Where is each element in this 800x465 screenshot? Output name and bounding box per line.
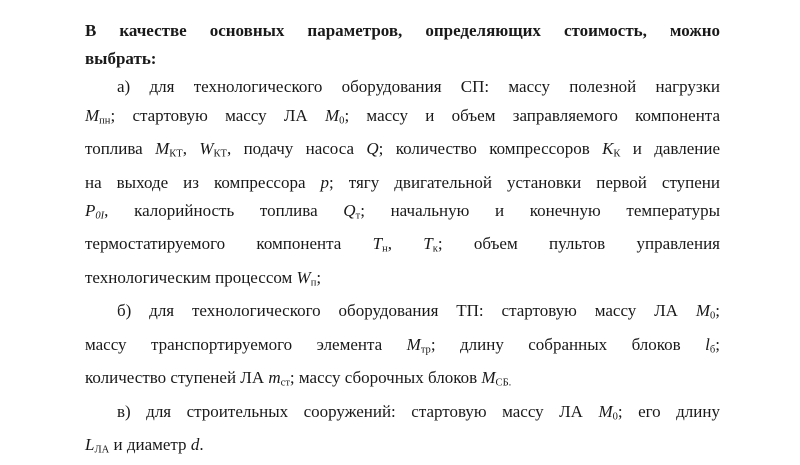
variable-symbol: d bbox=[190, 435, 200, 455]
variable-symbol: К bbox=[602, 139, 614, 159]
subscript: 0 bbox=[612, 411, 618, 423]
subscript: к bbox=[432, 243, 438, 255]
text-run: ; стартовую массу ЛА bbox=[110, 105, 325, 125]
text-run: выбрать: bbox=[85, 49, 157, 69]
text-line bbox=[85, 169, 720, 197]
text-run: , bbox=[387, 234, 424, 254]
text-run: , калорийность топлива bbox=[104, 200, 344, 220]
text-line bbox=[85, 102, 720, 136]
subscript: ЛА bbox=[94, 444, 110, 456]
text-run: массу транспортируемого элемента bbox=[85, 334, 407, 354]
subscript: 0 bbox=[710, 310, 716, 322]
text-line bbox=[85, 45, 720, 73]
text-run: . bbox=[199, 435, 204, 455]
variable-symbol: М bbox=[155, 139, 170, 159]
subscript: 0 bbox=[339, 114, 345, 126]
text-run: ; начальную и конечную температуры bbox=[360, 200, 720, 220]
text-run: и диаметр bbox=[109, 435, 191, 455]
text-line bbox=[85, 135, 720, 169]
text-run: на выходе из компрессора bbox=[85, 172, 321, 192]
subscript: н bbox=[382, 243, 388, 255]
text-line bbox=[85, 17, 720, 45]
text-run: ; массу сборочных блоков bbox=[289, 368, 482, 388]
subscript: СБ. bbox=[495, 377, 512, 389]
variable-symbol: М bbox=[695, 301, 710, 321]
variable-symbol: W bbox=[296, 267, 311, 287]
text-run: В качестве основных параметров, определяющих стоимость, можно bbox=[85, 21, 720, 40]
variable-symbol: Q bbox=[343, 200, 356, 220]
text-line bbox=[85, 431, 720, 465]
text-line bbox=[85, 297, 720, 331]
text-run: количество ступеней ЛА bbox=[85, 368, 269, 388]
text-run: и давление bbox=[620, 139, 721, 159]
text-run: , bbox=[182, 139, 200, 159]
subscript: т bbox=[355, 210, 361, 222]
variable-symbol: Т bbox=[372, 234, 383, 254]
text-line bbox=[85, 73, 720, 101]
text-run: ; тягу двигательной установки первой ступени bbox=[329, 172, 720, 192]
subscript: ст bbox=[280, 377, 290, 389]
text-run: ; количество компрессоров bbox=[378, 139, 603, 159]
variable-symbol: W bbox=[199, 139, 214, 159]
text-run: , подачу насоса bbox=[226, 139, 367, 159]
variable-symbol: М bbox=[85, 105, 100, 125]
variable-symbol: p bbox=[320, 172, 330, 192]
text-run: термостатируемого компонента bbox=[85, 234, 373, 254]
text-line bbox=[85, 230, 720, 264]
text-run: ; длину собранных блоков bbox=[430, 334, 706, 354]
subscript: 0I bbox=[95, 210, 105, 222]
text-run: ; его длину bbox=[617, 401, 720, 421]
text-run: технологическим процессом bbox=[85, 267, 297, 287]
variable-symbol: М bbox=[325, 105, 340, 125]
variable-symbol: P bbox=[85, 200, 96, 220]
text-line bbox=[85, 264, 720, 298]
variable-symbol: М bbox=[481, 368, 496, 388]
variable-symbol: Q bbox=[366, 139, 379, 159]
text-line bbox=[85, 331, 720, 365]
subscript: К bbox=[613, 148, 621, 160]
text-run: ; объем пультов управления bbox=[437, 234, 720, 254]
text-line bbox=[85, 197, 720, 231]
text-run: ; bbox=[316, 267, 322, 287]
subscript: тр bbox=[420, 344, 431, 356]
text-run: в) для строительных сооружений: стартовую массу ЛА bbox=[117, 401, 599, 421]
subscript: КТ bbox=[213, 148, 227, 160]
variable-symbol: m bbox=[268, 368, 281, 388]
text-run: ; bbox=[715, 334, 720, 354]
subscript: б bbox=[709, 344, 716, 356]
subscript: п bbox=[310, 277, 317, 289]
text-line bbox=[85, 398, 720, 432]
variable-symbol: L bbox=[85, 435, 95, 455]
text-run: топлива bbox=[85, 139, 156, 159]
text-run: ; bbox=[715, 301, 720, 321]
subscript: пн bbox=[99, 114, 111, 126]
subscript: КТ bbox=[169, 148, 183, 160]
variable-symbol: М bbox=[598, 401, 613, 421]
text-run: а) для технологического оборудования СП: массу полезной нагрузки bbox=[117, 77, 720, 97]
variable-symbol: М bbox=[406, 334, 421, 354]
text-run: ; массу и объем заправляемого компонента bbox=[344, 105, 720, 125]
variable-symbol: Т bbox=[423, 234, 433, 254]
text-line bbox=[85, 364, 720, 398]
text-run: б) для технологического оборудования ТП: стартовую массу ЛА bbox=[117, 301, 696, 321]
variable-symbol: l bbox=[705, 334, 710, 354]
